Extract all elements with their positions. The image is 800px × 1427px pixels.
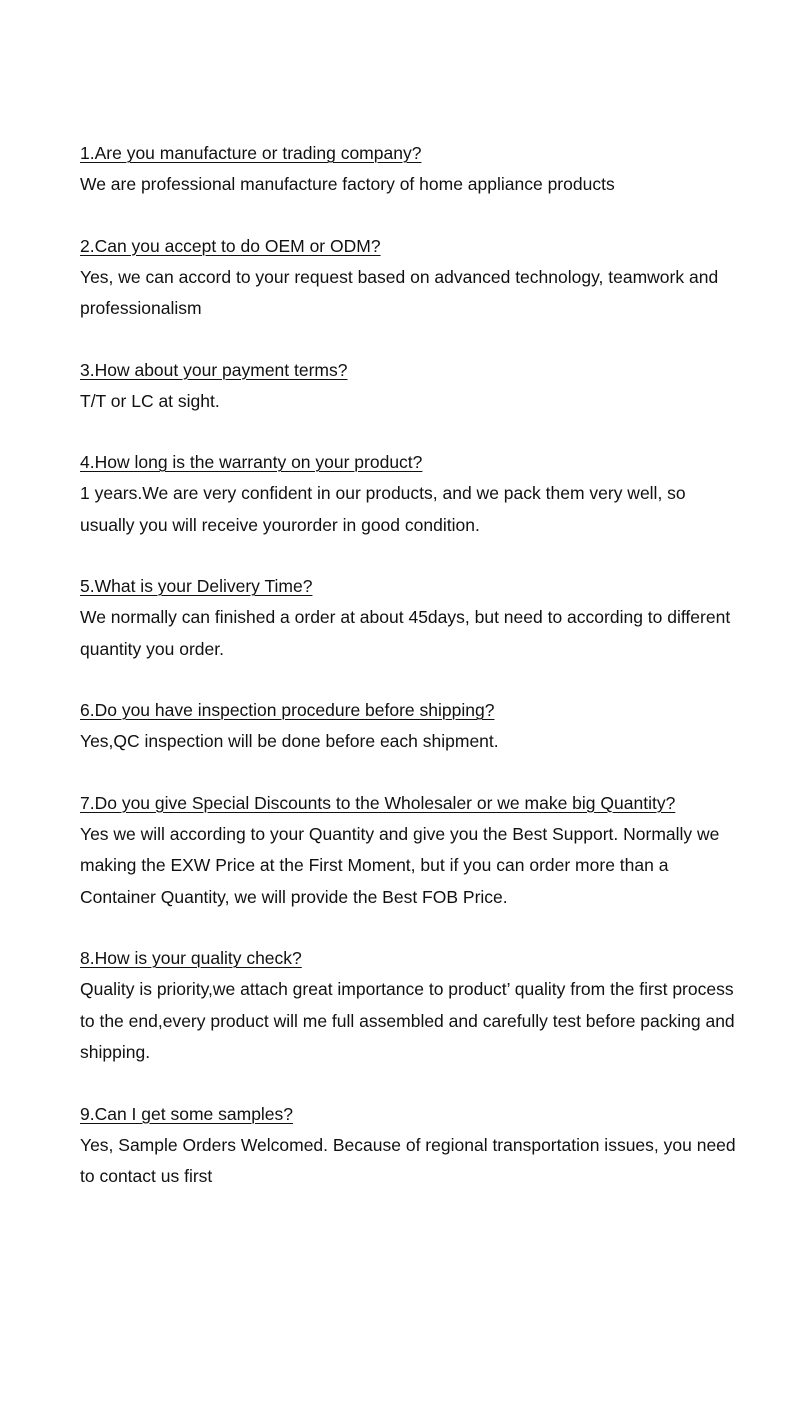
faq-answer: Yes, Sample Orders Welcomed. Because of regional transportation issues, you need to contact us first — [80, 1134, 736, 1186]
faq-question: 7.Do you give Special Discounts to the Wholesaler or we make big Quantity? — [80, 792, 676, 813]
faq-item-6 — [80, 695, 740, 758]
faq-answer: Yes, we can accord to your request based on advanced technology, teamwork and professionalism — [80, 266, 719, 318]
faq-answer: T/T or LC at sight. — [80, 390, 220, 411]
faq-question: 6.Do you have inspection procedure before shipping? — [80, 700, 495, 720]
faq-question: 2.Can you accept to do OEM or ODM? — [80, 235, 381, 256]
faq-item-2 — [80, 231, 740, 325]
faq-answer: Quality is priority,we attach great importance to product’ quality from the first process to the end,every product will me full assembled and carefully test before packing and shipping. — [80, 979, 735, 1062]
faq-item-3 — [80, 355, 740, 418]
faq-question: 4.How long is the warranty on your product? — [80, 452, 423, 472]
faq-answer: Yes,QC inspection will be done before each shipment. — [80, 731, 499, 751]
faq-list — [80, 138, 740, 1223]
faq-item-9 — [80, 1099, 740, 1193]
faq-answer: We are professional manufacture factory of home appliance products — [80, 174, 615, 194]
faq-question: 9.Can I get some samples? — [80, 1103, 294, 1124]
faq-item-7 — [80, 788, 740, 914]
faq-question: 3.How about your payment terms? — [80, 359, 348, 380]
faq-item-5 — [80, 571, 740, 665]
faq-answer: We normally can finished a order at about 45days, but need to according to different quantity you order. — [80, 607, 731, 659]
faq-question: 1.Are you manufacture or trading company? — [80, 143, 422, 163]
faq-answer: Yes we will according to your Quantity and give you the Best Support. Normally we making the EXW Price at the First Moment, but if you can order more than a Container Quantity, we will provide the Best FOB Price. — [80, 823, 720, 907]
faq-item-8 — [80, 943, 740, 1069]
faq-question: 8.How is your quality check? — [80, 948, 302, 968]
faq-question: 5.What is your Delivery Time? — [80, 576, 313, 596]
faq-item-1 — [80, 138, 740, 201]
faq-item-4 — [80, 447, 740, 541]
faq-answer: 1 years.We are very confident in our products, and we pack them very well, so usually you will receive yourorder in good condition. — [80, 483, 686, 535]
